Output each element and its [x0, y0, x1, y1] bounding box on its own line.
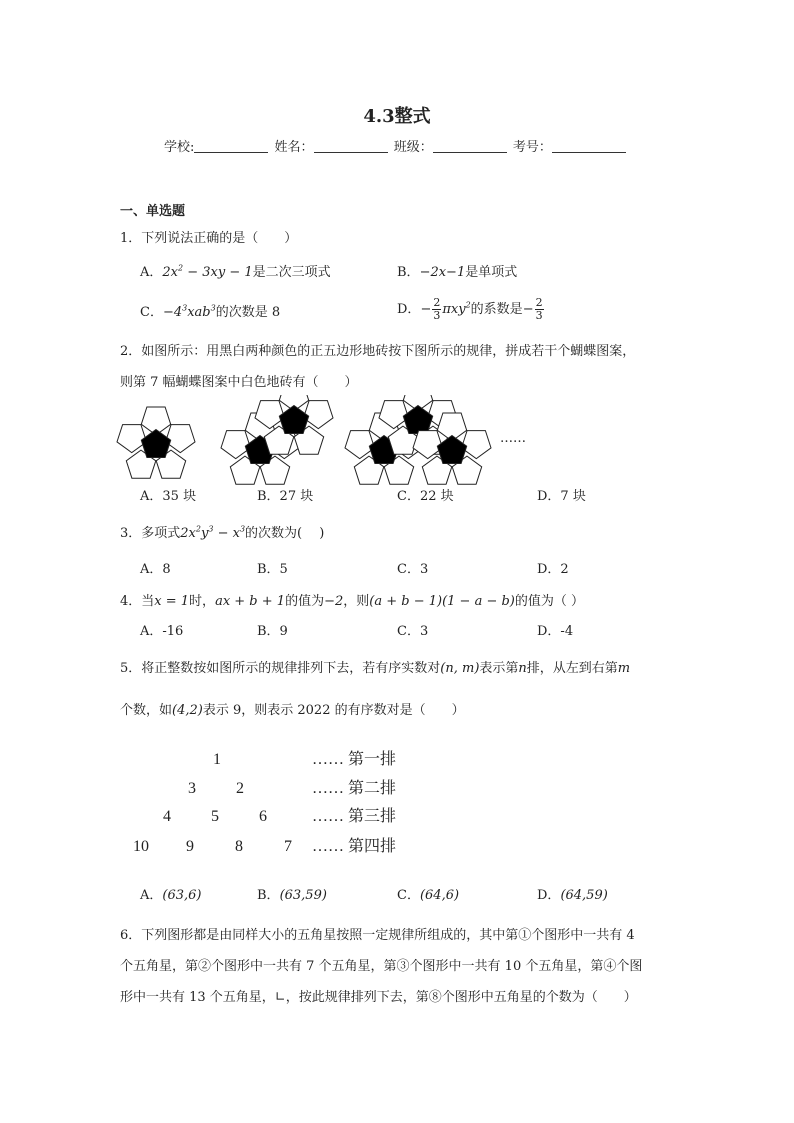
- q1-option-d: D．− $\frac{2}{3}$ πxy$^2$的系数是− $\frac{2}{3}$: [397, 296, 543, 322]
- tri-num: 5: [211, 808, 219, 825]
- fraction: $\frac{2}{3}$: [535, 296, 543, 322]
- fraction: $\frac{2}{3}$: [433, 296, 441, 322]
- q2-option-a: A．35 块: [140, 489, 197, 504]
- option-text: 的系数是: [470, 302, 523, 317]
- tri-row-label: …… 第三排: [312, 808, 397, 825]
- tri-num: 3: [188, 780, 196, 797]
- tri-num: 7: [284, 838, 292, 855]
- q3-stem: 3．多项式$2x^2y^3 - x^3$的次数为( ): [120, 524, 325, 541]
- name-blank: [314, 140, 388, 153]
- white-pentagon-tile: [462, 431, 492, 459]
- option-label: C．: [140, 305, 163, 320]
- q4-option-a: A．-16: [140, 624, 184, 639]
- q4-text: 4．当: [120, 594, 155, 609]
- q5-text: 表示第: [479, 661, 519, 676]
- class-label: 班级：: [393, 140, 433, 155]
- option-label: C．: [397, 888, 420, 903]
- white-pentagon-tile: [345, 431, 375, 459]
- q2-stem-line1: 2．如图所示：用黑白两种颜色的正五边形地砖按下图所示的规律，拼成若干个蝴蝶图案，: [120, 344, 636, 359]
- white-pentagon-tile: [117, 425, 147, 453]
- q6-stem-line1: 6．下列图形都是由同样大小的五角星按照一定规律所组成的，其中第①个图形中一共有 4: [120, 928, 635, 943]
- black-pentagon-tile: [141, 430, 170, 458]
- q3-option-c: C．3: [397, 562, 429, 577]
- q3-option-d: D．2: [537, 562, 569, 577]
- q1-stem: 1．下列说法正确的是（ ）: [120, 231, 298, 246]
- q5-text: 表示 9，则表示 2022 的有序数对是（ ）: [202, 703, 465, 718]
- tri-num: 2: [236, 780, 244, 797]
- tri-num: 8: [235, 838, 243, 855]
- tri-num: 10: [133, 838, 149, 855]
- q3-option-b: B．5: [257, 562, 288, 577]
- q1-option-b: B．−2x−1是单项式: [397, 265, 518, 280]
- white-pentagon-tile: [304, 401, 334, 429]
- tri-num: 9: [186, 838, 194, 855]
- q2-option-d: D．7 块: [537, 489, 586, 504]
- option-label: A．: [140, 265, 163, 280]
- tri-num: 4: [163, 808, 171, 825]
- tri-row-label: …… 第二排: [312, 780, 397, 797]
- white-pentagon-tile: [166, 425, 196, 453]
- q6-stem-line2: 个五角星，第②个图形中一共有 7 个五角星，第③个图形中一共有 10 个五角星，第④个图: [120, 959, 643, 974]
- q5-option-c: [397, 889, 459, 902]
- q1-option-a: A．$2x^2 - 3xy - 1$是二次三项式: [140, 263, 331, 280]
- tri-row-label: …… 第四排: [312, 838, 397, 855]
- page-title: 4.3整式: [363, 106, 431, 127]
- option-text: 的次数是 8: [215, 305, 281, 320]
- option-label: D．: [537, 888, 561, 903]
- q4-text: 的值为: [285, 594, 325, 609]
- black-pentagon-tile: [279, 406, 308, 434]
- q4-text: 时，: [189, 594, 216, 609]
- q4-option-d: D．-4: [537, 624, 574, 639]
- q4-stem: 4．当x = 1时，ax + b + 1的值为−2，则(a + b − 1)(1 − a − b)的值为（ ）: [120, 594, 585, 609]
- q5-stem-line2: 个数，如(4,2)表示 9，则表示 2022 的有序数对是（ ）: [120, 703, 465, 718]
- number-label: 考号：: [512, 140, 552, 155]
- option-label: D．: [397, 302, 421, 317]
- q3-stem-pre: 3．多项式: [120, 526, 181, 541]
- option-value: (64,59): [560, 888, 608, 903]
- q4-text: ，则: [343, 594, 370, 609]
- q3-stem-post: 的次数为( ): [245, 526, 325, 541]
- section-heading: 一、单选题: [120, 204, 186, 219]
- q5-option-b: [257, 889, 327, 902]
- option-value: (63,6): [162, 888, 202, 903]
- option-label: A．: [140, 888, 163, 903]
- tri-num: 1: [213, 751, 221, 768]
- school-label: 学校:: [164, 140, 195, 155]
- q2-dots: ……: [500, 431, 526, 446]
- white-pentagon-tile: [221, 431, 251, 459]
- school-blank: [194, 140, 268, 153]
- q4-option-b: B．9: [257, 624, 288, 639]
- tri-row-label: …… 第一排: [312, 751, 397, 768]
- q6-stem-line3: 形中一共有 13 个五角星，∟，按此规律排列下去，第⑧个图形中五角星的个数为（ ）: [120, 990, 637, 1005]
- class-blank: [433, 140, 507, 153]
- q5-text: 个数，如: [120, 703, 173, 718]
- number-blank: [552, 140, 626, 153]
- option-text: 是单项式: [465, 265, 518, 280]
- q4-option-c: C．3: [397, 624, 429, 639]
- option-value: (63,59): [279, 888, 327, 903]
- option-text: 是二次三项式: [252, 265, 331, 280]
- q5-text: 排，从左到右第: [526, 661, 618, 676]
- q5-stem-line1: 5．将正整数按如图所示的规律排列下去，若有序实数对(n, m)表示第n排，从左到右第m: [120, 661, 631, 676]
- option-label: B．: [397, 265, 420, 280]
- q5-option-a: [140, 889, 201, 902]
- q3-option-a: A．8: [140, 562, 171, 577]
- q2-option-c: C．22 块: [397, 489, 454, 504]
- name-label: 姓名：: [274, 140, 314, 155]
- black-pentagon-tile: [403, 406, 432, 434]
- q1-option-c: C．$-4^3xab^3$的次数是 8: [140, 303, 281, 320]
- option-value: (64,6): [419, 888, 460, 903]
- q2-stem-line2: 则第 7 幅蝴蝶图案中白色地砖有（ ）: [120, 375, 358, 390]
- q5-text: 5．将正整数按如图所示的规律排列下去，若有序实数对: [120, 661, 441, 676]
- q5-option-d: [537, 889, 608, 902]
- student-info-line: [164, 140, 628, 154]
- option-label: B．: [257, 888, 280, 903]
- tri-num: 6: [259, 808, 267, 825]
- q4-text: 的值为（ ）: [514, 594, 585, 609]
- butterfly-pattern-figure: [110, 395, 550, 485]
- q2-option-b: B．27 块: [257, 489, 314, 504]
